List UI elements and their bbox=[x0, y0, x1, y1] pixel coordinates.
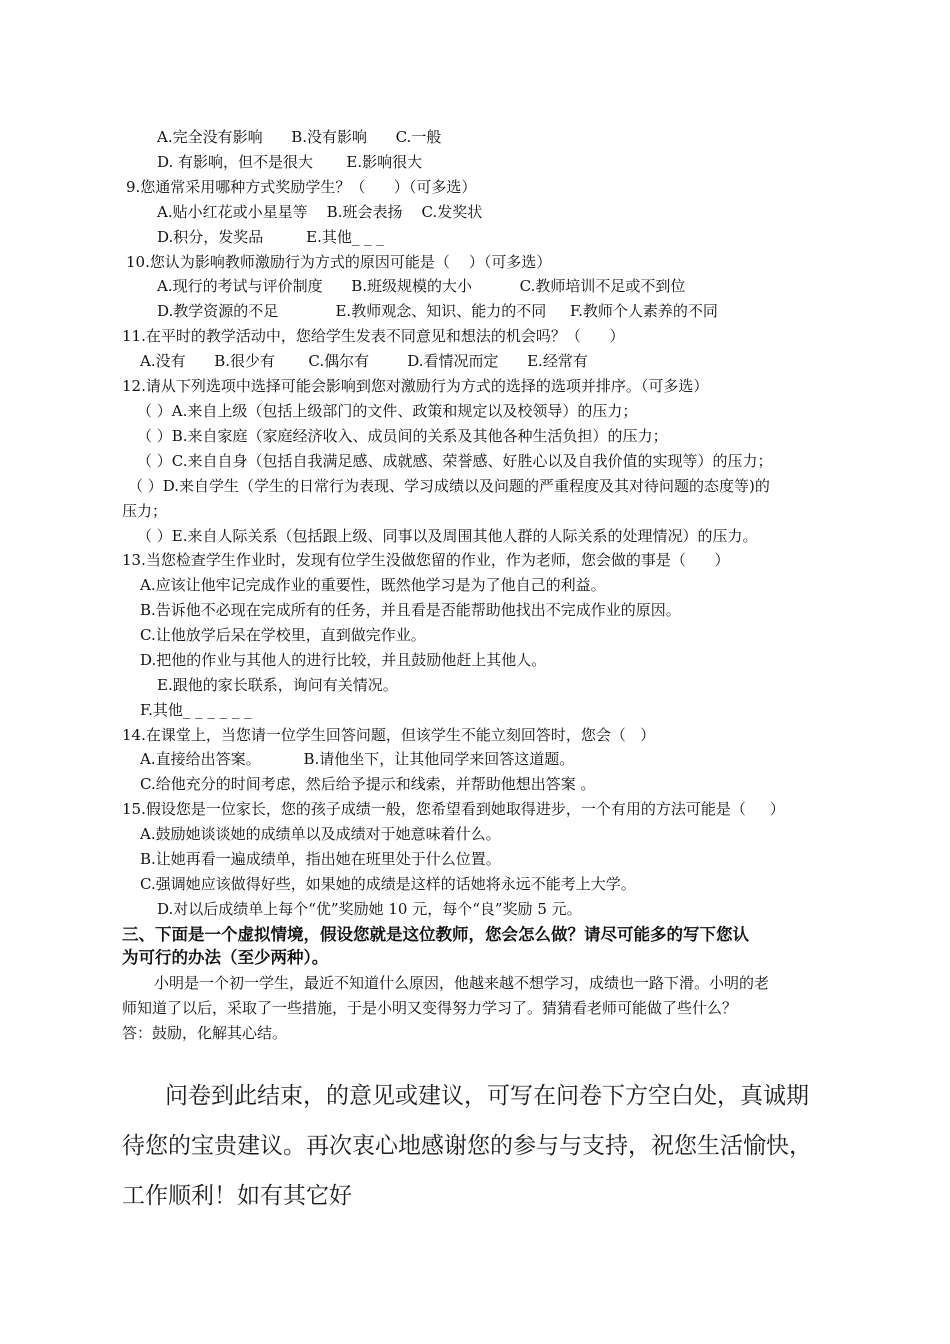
section3-heading-line-1: 三、下面是一个虚拟情境，假设您就是这位教师，您会怎么做？请尽可能多的写下您认 bbox=[122, 925, 749, 944]
q10-options-row-2: D.教学资源的不足 E.教师观念、知识、能力的不同 F.教师个人素养的不同 bbox=[157, 302, 718, 320]
q11-options: A.没有 B.很少有 C.偶尔有 D.看情况而定 E.经常有 bbox=[140, 352, 588, 370]
q9-options-row-1: A.贴小红花或小星星等 B.班会表扬 C.发奖状 bbox=[157, 203, 483, 221]
q12-option-e: （ ）E.来自人际关系（包括跟上级、同事以及周围其他人群的人际关系的处理情况）的压力。 bbox=[137, 527, 758, 545]
q8-options-row-2: D. 有影响，但不是很大 E.影响很大 bbox=[157, 153, 423, 171]
closing-line-2: 待您的宝贵建议。再次衷心地感谢您的参与与支持，祝您生活愉快， bbox=[122, 1133, 812, 1159]
q10-options-row-1: A.现行的考试与评价制度 B.班级规模的大小 C.教师培训不足或不到位 bbox=[157, 277, 686, 295]
q11-question: 11.在平时的教学活动中，您给学生发表不同意见和想法的机会吗？（ ） bbox=[122, 327, 625, 345]
q15-option-d: D.对以后成绩单上每个“优”奖励她 10 元，每个“良”奖励 5 元。 bbox=[157, 900, 582, 918]
q12-option-c: （ ）C.来自自身（包括自我满足感、成就感、荣誉感、好胜心以及自我价值的实现等）的压力； bbox=[137, 452, 773, 470]
q8-options-row-1: A.完全没有影响 B.没有影响 C.一般 bbox=[157, 128, 442, 146]
q15-option-b: B.让她再看一遍成绩单，指出她在班里处于什么位置。 bbox=[140, 850, 501, 868]
q15-option-a: A.鼓励她谈谈她的成绩单以及成绩对于她意味着什么。 bbox=[140, 825, 501, 843]
q12-question: 12.请从下列选项中选择可能会影响到您对激励行为方式的选择的选项并排序。（可多选） bbox=[122, 377, 709, 395]
scenario-line-1: 小明是一个初一学生，最近不知道什么原因，他越来越不想学习，成绩也一路下滑。小明的老 bbox=[154, 974, 770, 992]
closing-line-3: 工作顺利！如有其它好 bbox=[122, 1183, 352, 1209]
q13-option-b: B.告诉他不必现在完成所有的任务，并且看是否能帮助他找出不完成作业的原因。 bbox=[140, 601, 681, 619]
q13-question: 13.当您检查学生作业时，发现有位学生没做您留的作业，作为老师，您会做的事是（ ） bbox=[122, 551, 730, 569]
closing-line-1: 问卷到此结束，的意见或建议，可写在问卷下方空白处，真诚期 bbox=[165, 1083, 809, 1109]
q12-option-a: （ ）A.来自上级（包括上级部门的文件、政策和规定以及校领导）的压力； bbox=[137, 402, 638, 420]
q12-option-d-cont: 压力； bbox=[122, 502, 168, 520]
q15-option-c: C.强调她应该做得好些，如果她的成绩是这样的话她将永远不能考上大学。 bbox=[140, 875, 636, 893]
q13-option-e: E.跟他的家长联系，询问有关情况。 bbox=[157, 676, 398, 694]
q15-question: 15.假设您是一位家长，您的孩子成绩一般，您希望看到她取得进步，一个有用的方法可能是（ ） bbox=[122, 800, 785, 818]
q13-option-a: A.应该让他牢记完成作业的重要性，既然他学习是为了他自己的利益。 bbox=[140, 576, 606, 594]
answer-line: 答：鼓励，化解其心结。 bbox=[122, 1024, 288, 1042]
q12-option-b: （ ）B.来自家庭（家庭经济收入、成员间的关系及其他各种生活负担）的压力； bbox=[137, 427, 668, 445]
q13-option-d: D.把他的作业与其他人的进行比较，并且鼓励他赶上其他人。 bbox=[140, 651, 547, 669]
q14-option-c: C.给他充分的时间考虑，然后给予提示和线索，并帮助他想出答案 。 bbox=[140, 775, 596, 793]
q9-options-row-2: D.积分，发奖品 E.其他_ _ _ bbox=[157, 228, 384, 246]
q14-question: 14.在课堂上，当您请一位学生回答问题，但该学生不能立刻回答时，您会（ ） bbox=[122, 726, 656, 744]
q13-option-c: C.让他放学后呆在学校里，直到做完作业。 bbox=[140, 626, 426, 644]
scenario-line-2: 师知道了以后，采取了一些措施，于是小明又变得努力学习了。猜猜看老师可能做了些什么？ bbox=[122, 999, 738, 1017]
q9-question: 9.您通常采用哪种方式奖励学生？（ ）（可多选） bbox=[126, 178, 477, 196]
q12-option-d: （ ）D.来自学生（学生的日常行为表现、学习成绩以及问题的严重程度及其对待问题的态度等)的 bbox=[128, 477, 770, 495]
section3-heading-line-2: 为可行的办法（至少两种）。 bbox=[122, 948, 329, 967]
q14-options-row-1: A.直接给出答案。 B.请他坐下，让其他同学来回答这道题。 bbox=[140, 750, 575, 768]
q13-option-f: F.其他_ _ _ _ _ _ bbox=[140, 701, 252, 719]
q10-question: 10.您认为影响教师激励行为方式的原因可能是（ ）（可多选） bbox=[126, 253, 552, 271]
